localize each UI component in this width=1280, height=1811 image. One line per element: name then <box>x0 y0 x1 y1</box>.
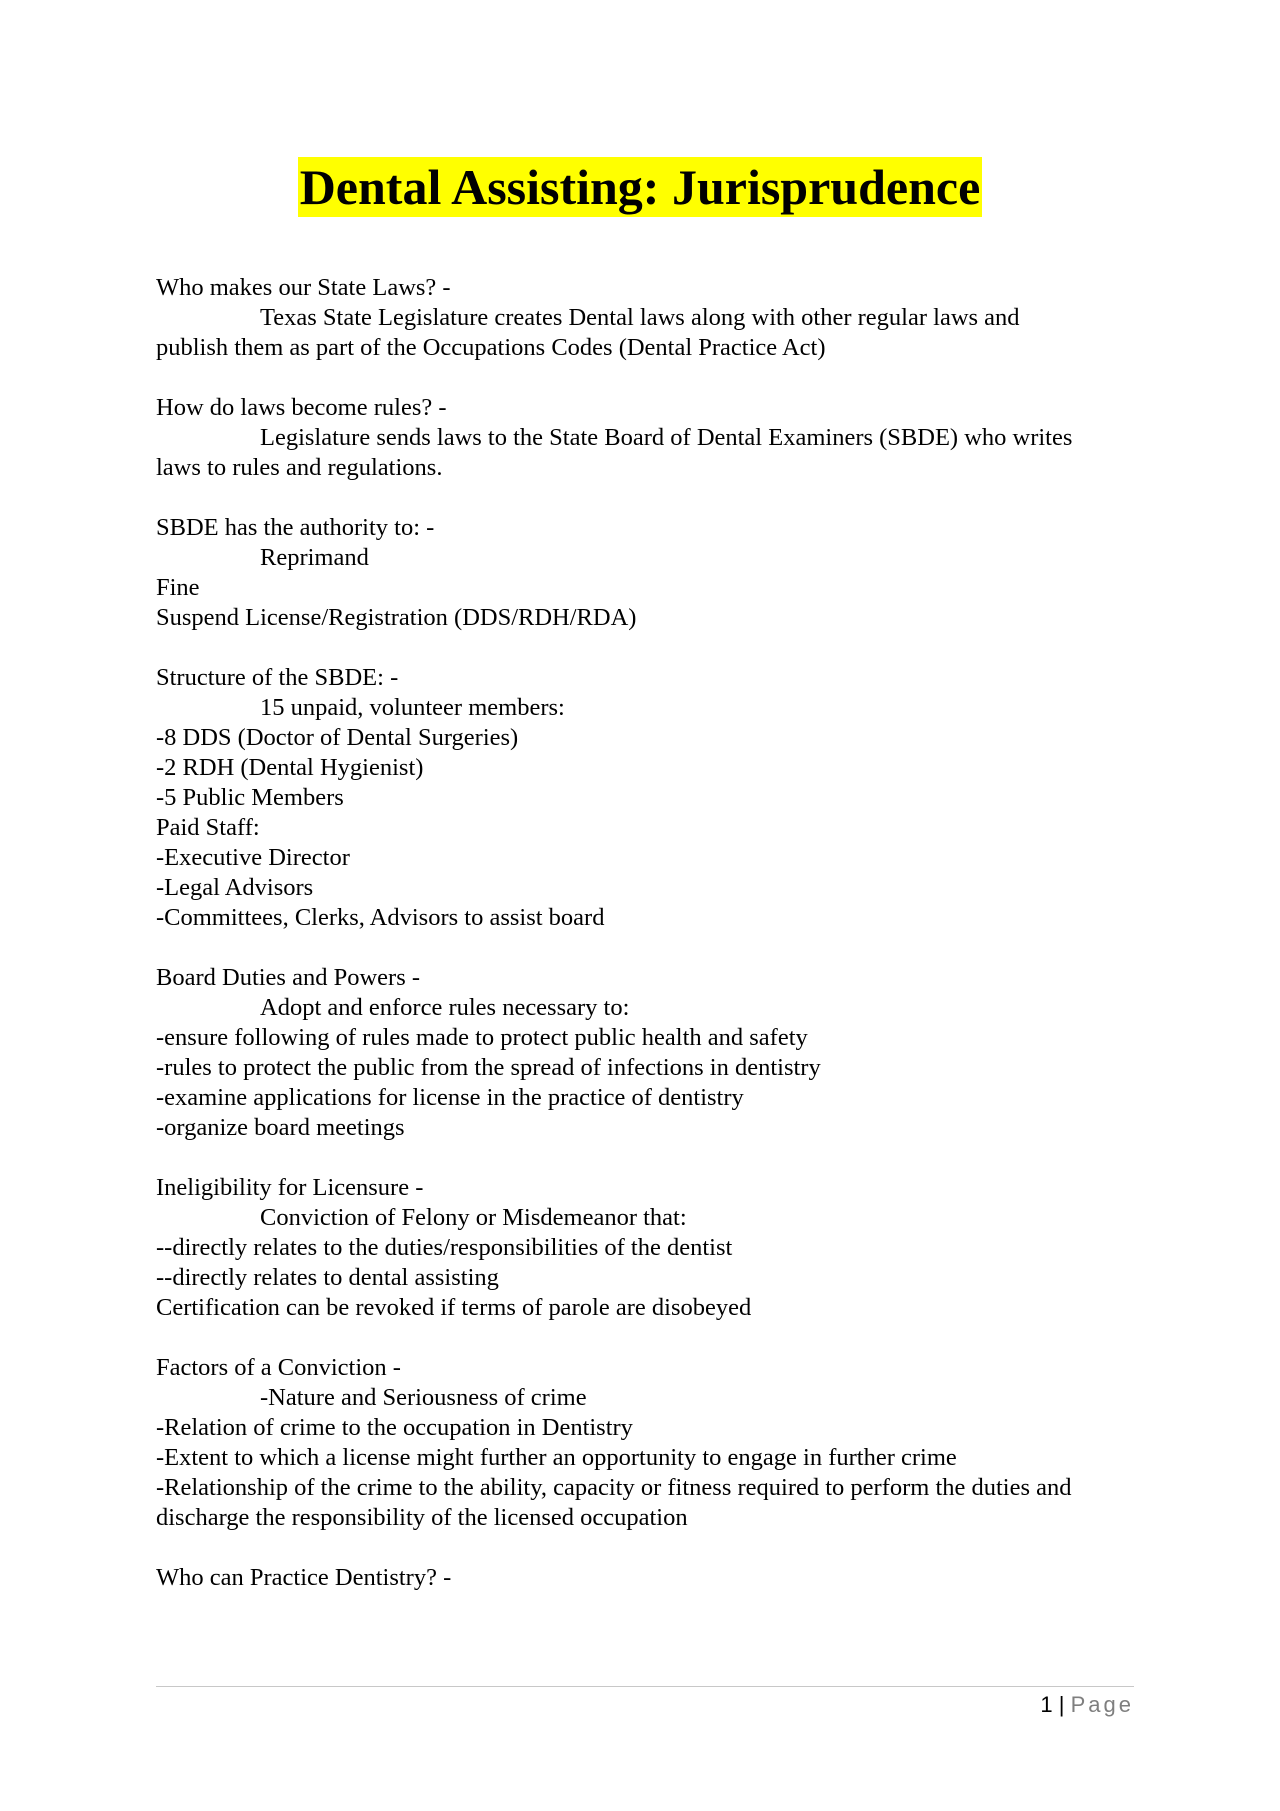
section-line: --directly relates to dental assisting <box>156 1264 499 1291</box>
section-first-line: Adopt and enforce rules necessary to: <box>260 994 630 1021</box>
section-line: -5 Public Members <box>156 784 344 811</box>
section <box>156 663 1136 933</box>
section-line: discharge the responsibility of the licensed occupation <box>156 1504 688 1531</box>
section-first-line: -Nature and Seriousness of crime <box>260 1384 587 1411</box>
section-heading: Board Duties and Powers - <box>156 964 421 991</box>
section <box>156 513 1136 633</box>
page-label: Page <box>1070 1692 1134 1717</box>
section-line: -Relation of crime to the occupation in Dentistry <box>156 1414 633 1441</box>
section-line: -ensure following of rules made to protect public health and safety <box>156 1024 808 1051</box>
document-body <box>156 273 1136 1623</box>
section-first-line: Reprimand <box>260 544 369 571</box>
section-line: -examine applications for license in the practice of dentistry <box>156 1084 744 1111</box>
document-title: Dental Assisting: Jurisprudence <box>299 159 981 215</box>
section-heading: SBDE has the authority to: - <box>156 514 435 541</box>
section-line: -rules to protect the public from the spread of infections in dentistry <box>156 1054 821 1081</box>
section-first-line: Texas State Legislature creates Dental laws along with other regular laws and <box>260 304 1020 331</box>
section-first-line: Legislature sends laws to the State Board of Dental Examiners (SBDE) who writes <box>260 424 1073 451</box>
section-line: -Executive Director <box>156 844 350 871</box>
title-container <box>0 157 1280 217</box>
section-line: -2 RDH (Dental Hygienist) <box>156 754 424 781</box>
section-heading: Structure of the SBDE: - <box>156 664 399 691</box>
footer-divider <box>156 1686 1134 1687</box>
section-heading: Ineligibility for Licensure - <box>156 1174 424 1201</box>
section-line: -Extent to which a license might further an opportunity to engage in further crime <box>156 1444 957 1471</box>
page-footer <box>1040 1692 1134 1718</box>
section-line: publish them as part of the Occupations Codes (Dental Practice Act) <box>156 334 826 361</box>
section-line: --directly relates to the duties/responsibilities of the dentist <box>156 1234 733 1261</box>
section <box>156 1563 1136 1593</box>
section-line: -Relationship of the crime to the ability, capacity or fitness required to perform the duties and <box>156 1474 1072 1501</box>
page-number: 1 <box>1040 1692 1053 1717</box>
section-heading: How do laws become rules? - <box>156 394 447 421</box>
section <box>156 393 1136 483</box>
section <box>156 1173 1136 1323</box>
section-heading: Who makes our State Laws? - <box>156 274 451 301</box>
section-first-line: 15 unpaid, volunteer members: <box>260 694 565 721</box>
section-line: Fine <box>156 574 200 601</box>
section-line: Paid Staff: <box>156 814 260 841</box>
section <box>156 1353 1136 1533</box>
section-line: -organize board meetings <box>156 1114 405 1141</box>
section-line: -Legal Advisors <box>156 874 314 901</box>
section-first-line: Conviction of Felony or Misdemeanor that: <box>260 1204 687 1231</box>
section <box>156 273 1136 363</box>
section-heading: Who can Practice Dentistry? - <box>156 1564 452 1591</box>
section-heading: Factors of a Conviction - <box>156 1354 401 1381</box>
section-line: laws to rules and regulations. <box>156 454 443 481</box>
section <box>156 963 1136 1143</box>
section-line: Certification can be revoked if terms of parole are disobeyed <box>156 1294 752 1321</box>
footer-separator: | <box>1058 1692 1065 1717</box>
section-line: -8 DDS (Doctor of Dental Surgeries) <box>156 724 519 751</box>
section-line: Suspend License/Registration (DDS/RDH/RDA) <box>156 604 637 631</box>
section-line: -Committees, Clerks, Advisors to assist board <box>156 904 605 931</box>
